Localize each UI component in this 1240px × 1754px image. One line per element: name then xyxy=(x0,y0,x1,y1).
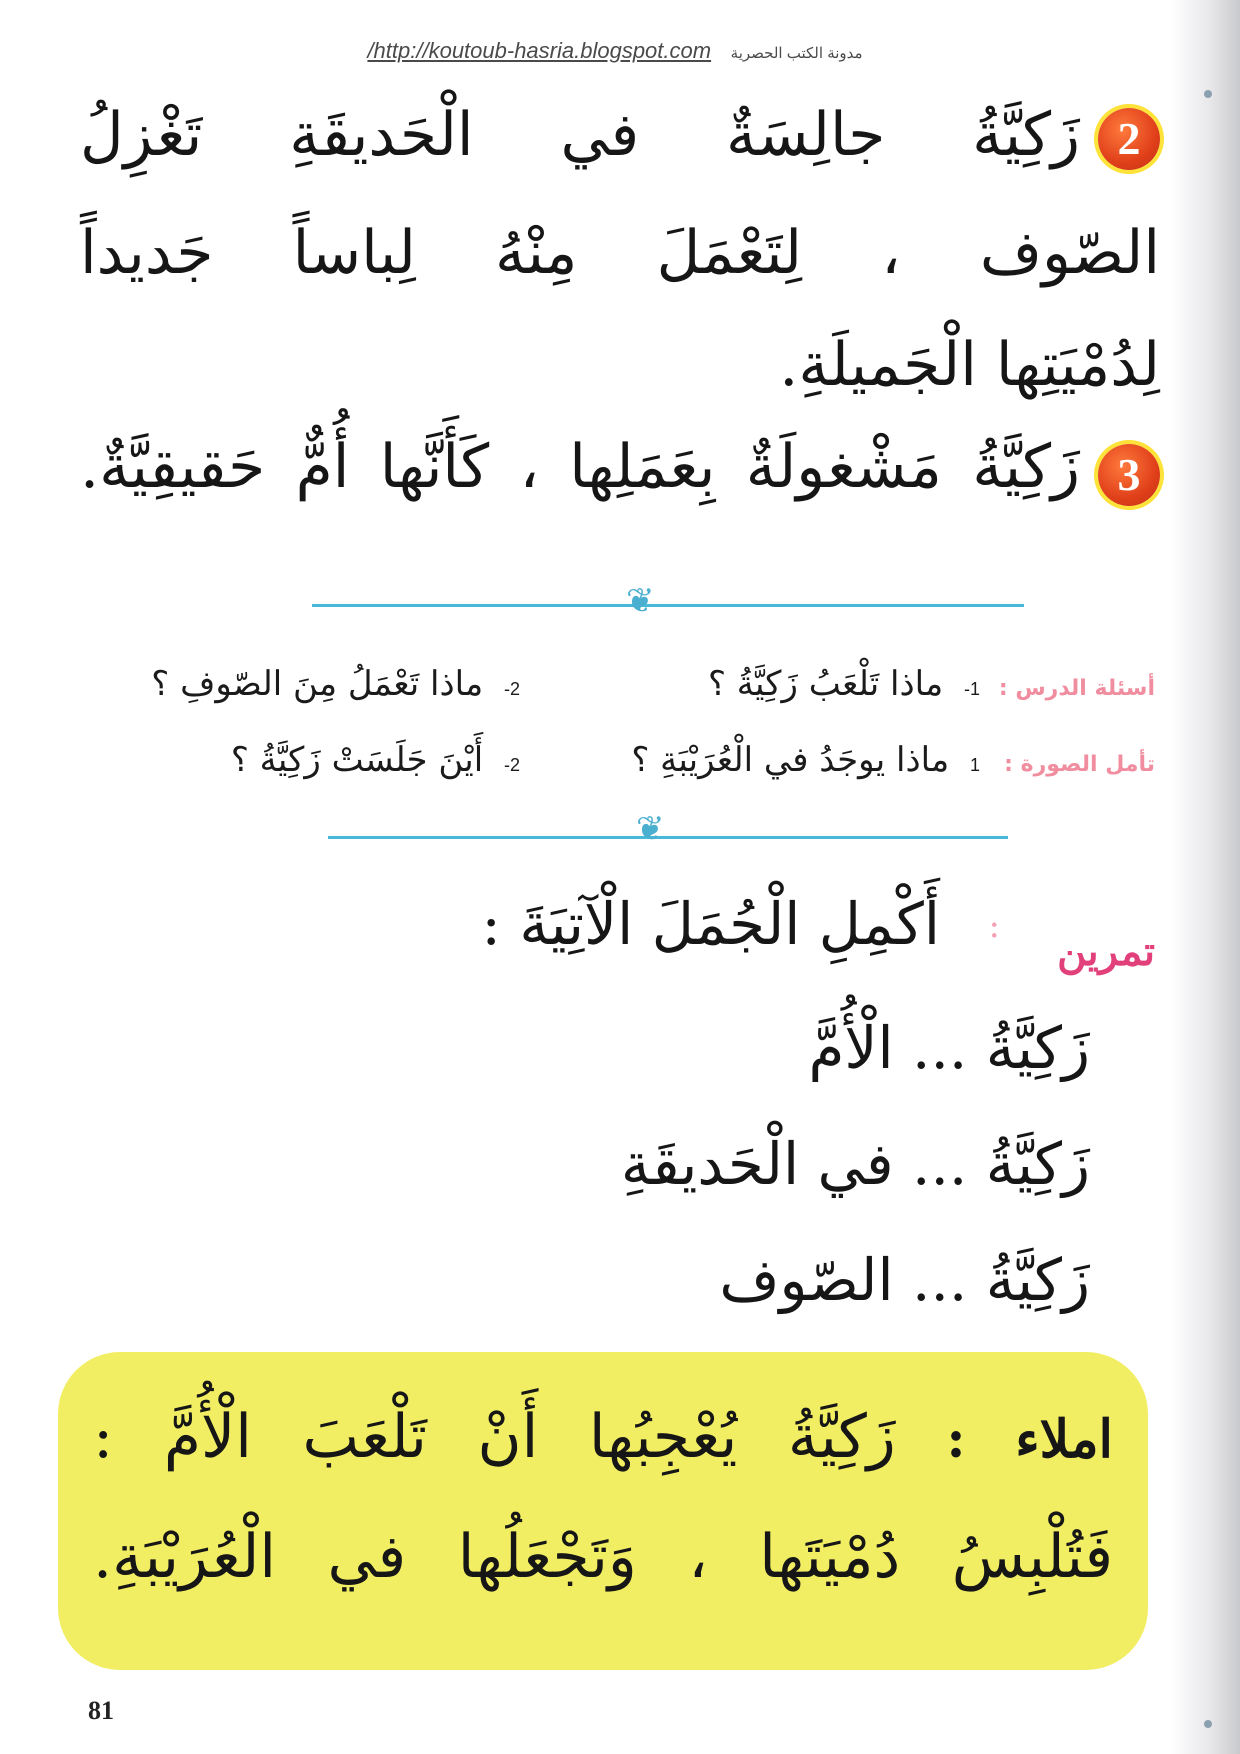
page-number: 81 xyxy=(88,1696,114,1725)
edge-mark xyxy=(1204,90,1212,98)
picture-question-1 xyxy=(631,740,980,780)
dictation-label: املاء : xyxy=(946,1409,1114,1470)
exercise-instruction: أَكْمِلِ الْجُمَلَ الْآتِيَةَ : xyxy=(481,890,940,958)
section-divider xyxy=(312,604,1024,607)
edge-mark xyxy=(1204,1720,1212,1728)
exercise-sentence-3: زَكِيَّةُ ... الصّوف xyxy=(719,1246,1090,1314)
section-divider xyxy=(328,836,1008,839)
question-text: أَيْنَ جَلَسَتْ زَكِيَّةُ ؟ xyxy=(230,740,484,780)
dictation-line-1 xyxy=(93,1402,1113,1472)
exercise-colon: : xyxy=(988,906,1000,946)
dictation-text-1: زَكِيَّةُ يُعْجِبُها أَنْ تَلْعَبَ الْأُمَّ : xyxy=(93,1402,896,1472)
paragraph-2-line-1: زَكِيَّةُ جالِسَةٌ في الْحَديقَةِ تَغْزِلُ xyxy=(80,100,1080,170)
picture-questions-label: تأمل الصورة : xyxy=(1004,752,1155,777)
blog-url-link[interactable]: /http://koutoub-hasria.blogspot.com xyxy=(367,38,712,63)
paragraph-2-line-3: لِدُمْيَتِها الْجَميلَةِ. xyxy=(779,330,1160,400)
paragraph-3-line-1: زَكِيَّةُ مَشْغولَةٌ بِعَمَلِها ، كَأَنَّها أُمٌّ حَقيقِيَّةٌ. xyxy=(80,432,1080,502)
lesson-question-2 xyxy=(151,664,520,704)
divider-ornament-icon: ❦ xyxy=(636,809,665,849)
question-text: ماذا تَعْمَلُ مِنَ الصّوفِ ؟ xyxy=(151,664,484,704)
picture-question-2 xyxy=(231,740,520,780)
dictation-box xyxy=(58,1352,1148,1670)
paragraph-2-line-2: الصّوف ، لِتَعْمَلَ مِنْهُ لِباساً جَديداً xyxy=(80,218,1160,288)
lesson-questions-label: أسئلة الدرس : xyxy=(998,676,1155,701)
exercise-label: تمرين xyxy=(1057,928,1155,975)
exercise-sentence-1: زَكِيَّةُ ... الْأُمَّ xyxy=(808,1014,1090,1082)
question-number: 1 xyxy=(969,755,980,775)
lesson-question-1 xyxy=(708,664,980,704)
question-number: 2- xyxy=(503,755,520,775)
question-text: ماذا يوجَدُ في الْعُرَيْبَةِ ؟ xyxy=(631,740,950,780)
page-edge-shadow xyxy=(1170,0,1240,1754)
divider-ornament-icon: ❦ xyxy=(626,581,655,621)
question-number: 2- xyxy=(503,679,520,699)
paragraph-number-badge: 2 xyxy=(1098,108,1160,170)
question-text: ماذا تَلْعَبُ زَكِيَّةُ ؟ xyxy=(707,664,944,704)
exercise-sentence-2: زَكِيَّةُ ... في الْحَديقَةِ xyxy=(620,1130,1090,1198)
blog-header xyxy=(290,38,940,64)
question-number: 1- xyxy=(963,679,980,699)
dictation-line-2: فَتُلْبِسُ دُمْيَتَها ، وَتَجْعَلُها في الْعُرَيْبَةِ. xyxy=(93,1522,1113,1592)
paragraph-number-badge: 3 xyxy=(1098,444,1160,506)
blog-name: مدونة الكتب الحصرية xyxy=(730,45,863,62)
